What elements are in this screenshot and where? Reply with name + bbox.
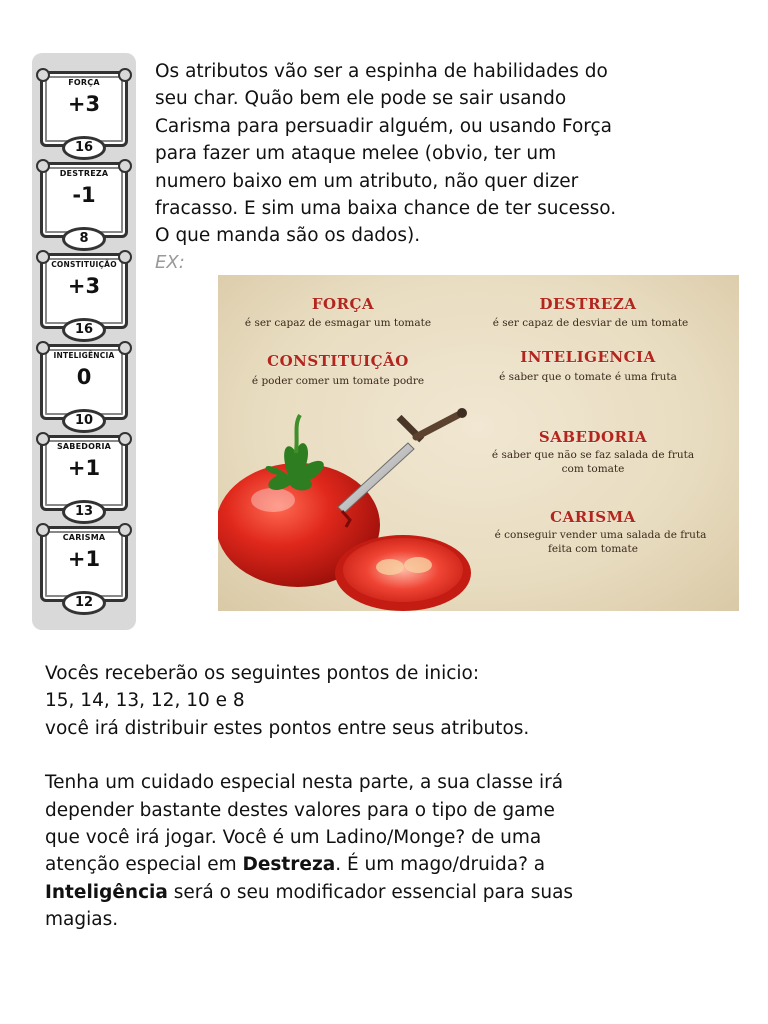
attribute-modifier: +1 [67, 456, 101, 480]
attribute-name: SABEDORIA [56, 442, 112, 451]
attribute-score: 12 [62, 591, 106, 615]
attribute-card-destreza [32, 154, 136, 245]
intro-line: Os atributos vão ser a espinha de habilidades do [155, 61, 608, 82]
sabedoria-title: SABEDORIA [538, 428, 648, 446]
intro-line: fracasso. E sim uma baixa chance de ter sucesso. [155, 198, 617, 220]
intro-line: seu char. Quão bem ele pode se sair usando [155, 88, 567, 110]
points-line: você irá distribuir estes pontos entre seus atributos. [45, 717, 530, 739]
advice-line [45, 879, 735, 906]
attribute-modifier: +3 [67, 274, 101, 298]
constituicao-desc: é poder comer um tomate podre [251, 375, 425, 387]
attribute-frame [40, 435, 128, 519]
attribute-card-sabedoria [32, 427, 136, 518]
advice-line [45, 851, 735, 878]
attribute-name: INTELIGÊNCIA [53, 351, 115, 360]
attribute-name: FORÇA [68, 78, 100, 87]
attribute-card-forca [32, 63, 136, 154]
points-line: Vocês receberão os seguintes pontos de inicio: [45, 663, 480, 684]
advice-line: magias. [45, 909, 119, 931]
inteligencia-title: INTELIGENCIA [520, 348, 656, 366]
advice-line: que você irá jogar. Você é um Ladino/Monge? de uma [45, 827, 542, 849]
attribute-modifier: 0 [76, 365, 92, 389]
advice-line: Tenha um cuidado especial nesta parte, a sua classe irá [45, 772, 564, 794]
advice-text: atenção especial em [45, 854, 243, 876]
constituicao-title: CONSTITUIÇÃO [267, 352, 409, 370]
attribute-modifier: +1 [67, 547, 101, 571]
attribute-modifier: +3 [67, 92, 101, 116]
attribute-card-carisma [32, 518, 136, 609]
attribute-frame [40, 344, 128, 428]
carisma-desc: feita com tomate [548, 543, 638, 555]
attribute-card-constituicao [32, 245, 136, 336]
intro-line: O que manda são os dados). [155, 225, 421, 247]
forca-desc: é ser capaz de esmagar um tomate [244, 317, 432, 329]
tomato-attributes-image [218, 275, 739, 611]
forca-title: FORÇA [311, 295, 375, 313]
inteligencia-desc: é saber que o tomate é uma fruta [499, 371, 677, 383]
attribute-modifier: -1 [72, 183, 96, 207]
attribute-name: CONSTITUIÇÃO [51, 260, 117, 269]
paragraph-gap [45, 742, 735, 769]
attribute-score: 16 [62, 318, 106, 342]
sabedoria-desc: é saber que não se faz salada de fruta [491, 449, 695, 461]
advice-text: será o seu modificador essencial para suas [167, 881, 574, 903]
attribute-card-inteligencia [32, 336, 136, 427]
carisma-desc: é conseguir vender uma salada de fruta [494, 529, 707, 541]
destreza-desc: é ser capaz de desviar de um tomate [492, 317, 689, 329]
intro-line: para fazer um ataque melee (obvio, ter um [155, 143, 557, 165]
points-values: 15, 14, 13, 12, 10 e 8 [45, 690, 245, 712]
attribute-frame [40, 162, 128, 246]
attribute-frame [40, 253, 128, 337]
attribute-column [32, 53, 136, 630]
example-label: EX: [155, 252, 185, 273]
advice-line: depender bastante destes valores para o tipo de game [45, 799, 555, 821]
destreza-title: DESTREZA [539, 295, 637, 313]
attribute-score: 13 [62, 500, 106, 524]
inteligencia-emphasis: Inteligência [45, 881, 168, 903]
intro-line: Carisma para persuadir alguém, ou usando Força [155, 115, 612, 137]
carisma-title: CARISMA [550, 508, 636, 526]
advice-text: . É um mago/druida? a [335, 854, 546, 876]
attribute-name: DESTREZA [59, 169, 109, 178]
body-text [45, 660, 735, 934]
attribute-frame [40, 526, 128, 610]
attribute-score: 10 [62, 409, 106, 433]
attribute-score: 8 [62, 227, 106, 251]
intro-line: numero baixo em um atributo, não quer dizer [155, 170, 579, 192]
attribute-name: CARISMA [62, 533, 106, 542]
destreza-emphasis: Destreza [242, 854, 336, 876]
attribute-frame [40, 71, 128, 155]
intro-paragraph [155, 58, 745, 250]
sabedoria-desc: com tomate [561, 463, 625, 475]
attribute-score: 16 [62, 136, 106, 160]
